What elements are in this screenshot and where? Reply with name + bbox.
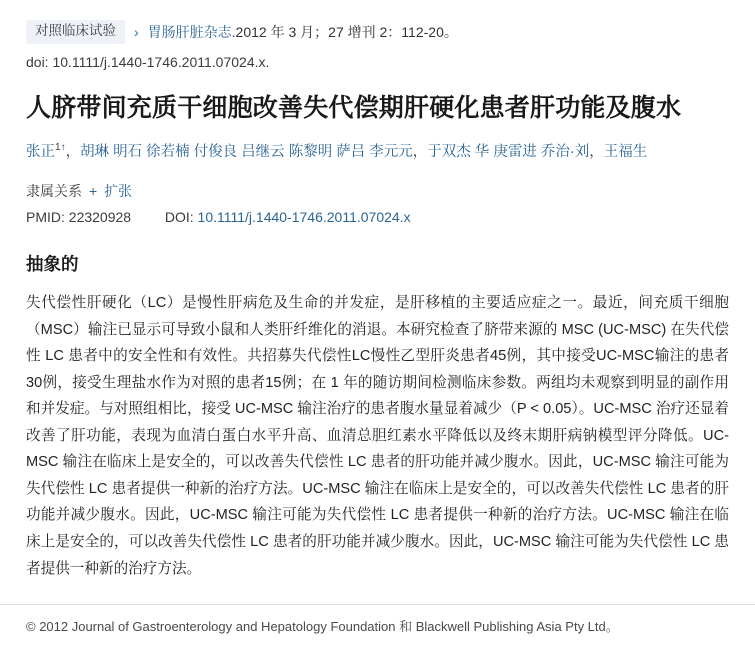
citation-text xyxy=(148,23,458,41)
author-link[interactable]: 陈黎明 xyxy=(288,143,333,160)
author-link[interactable]: 王福生 xyxy=(603,143,648,160)
author-link[interactable]: 乔治·刘 xyxy=(540,143,590,160)
author-affiliation-marker: 1 xyxy=(55,141,61,153)
identifiers xyxy=(26,209,729,225)
author-link[interactable]: 胡琳 xyxy=(80,143,110,160)
author-link[interactable]: 李元元 xyxy=(369,143,413,160)
author-link[interactable]: 徐若楠 xyxy=(146,143,190,160)
doi-line: doi: 10.1111/j.1440-1746.2011.07024.x. xyxy=(26,53,270,70)
up-arrow-icon: ↑ xyxy=(60,141,66,153)
breadcrumb xyxy=(26,20,729,44)
publication-type-badge[interactable]: 对照临床试验 xyxy=(26,20,125,44)
abstract-heading: 抽象的 xyxy=(26,254,79,275)
doi-label: DOI: xyxy=(164,209,194,226)
pmid-value: 22320928 xyxy=(68,209,132,226)
author-link[interactable]: 张正 xyxy=(26,143,55,160)
author-link[interactable]: 于双杰 华 xyxy=(427,143,490,160)
affiliations-label: 隶属关系 xyxy=(26,183,82,200)
chevron-right-icon: › xyxy=(134,23,139,40)
citation-detail: .2012 年 3 月；27 增刊 2：112-20。 xyxy=(231,23,458,40)
copyright-text: © 2012 Journal of Gastroenterology and Hepatology Foundation 和 Blackwell Publishing Asia Pty Ltd。 xyxy=(26,619,619,635)
affiliations-toggle[interactable] xyxy=(26,181,729,201)
plus-icon[interactable]: + xyxy=(89,183,98,200)
abstract-text: 失代偿性肝硬化（LC）是慢性肝病危及生命的并发症，是肝移植的主要适应症之一。最近，间充质干细胞（MSC）输注已显示可导致小鼠和人类肝纤维化的消退。本研究检查了脐带来源的 MSC (UC-MSC) 在失代偿性 LC 患者中的安全性和有效性。共招募失代偿性LC慢性乙型肝炎患者45例，其中接受UC-MSC输注的患者30例，接受生理盐水作为对照的患者15例；在 1 年的随访期间检测临床参数。两组均未观察到明显的副作用和并发症。与对照组相比，接受 UC-MSC 输注治疗的患者腹水量显着减少（P < 0.05）。UC-MSC 治疗还显着改善了肝功能，表现为血清白蛋白水平升高、血清总胆红素水平降低以及终末期肝病钠模型评分降低。UC-MSC 输注在临床上是安全的，可以改善失代偿性 LC 患者的肝功能并减少腹水。因此，UC-MSC 输注可能为失代偿性 LC 患者提供一种新的治疗方法。UC-MSC 输注在临床上是安全的，可以改善失代偿性 LC 患者的肝功能并减少腹水。因此，UC-MSC 输注可能为失代偿性 LC 患者提供一种新的治疗方法。UC-MSC 输注在临床上是安全的，可以改善失代偿性 LC 患者的肝功能并减少腹水。因此，UC-MSC 输注可能为失代偿性 LC 患者提供一种新的治疗方法。 xyxy=(26,295,729,577)
author-list: 张正$^{1↑}$，胡琳 明石 徐若楠 付俊良 吕继云 陈黎明 萨吕 李元元，于双杰 华 庚雷进 乔治·刘，王福生 xyxy=(26,141,648,160)
author-link[interactable]: 庚雷进 xyxy=(493,143,537,160)
pmid-label: PMID: xyxy=(26,209,65,226)
author-link[interactable]: 萨吕 xyxy=(336,143,366,160)
author-link[interactable]: 吕继云 xyxy=(241,143,285,160)
doi-link[interactable]: 10.1111/j.1440-1746.2011.07024.x xyxy=(197,209,411,226)
expand-label[interactable]: 扩张 xyxy=(104,183,133,200)
page-title: 人脐带间充质干细胞改善失代偿期肝硬化患者肝功能及腹水 xyxy=(26,93,682,122)
author-link[interactable]: 付俊良 xyxy=(193,143,238,160)
author-link[interactable]: 明石 xyxy=(113,143,143,160)
journal-link[interactable]: 胃肠肝脏杂志 xyxy=(147,23,232,40)
